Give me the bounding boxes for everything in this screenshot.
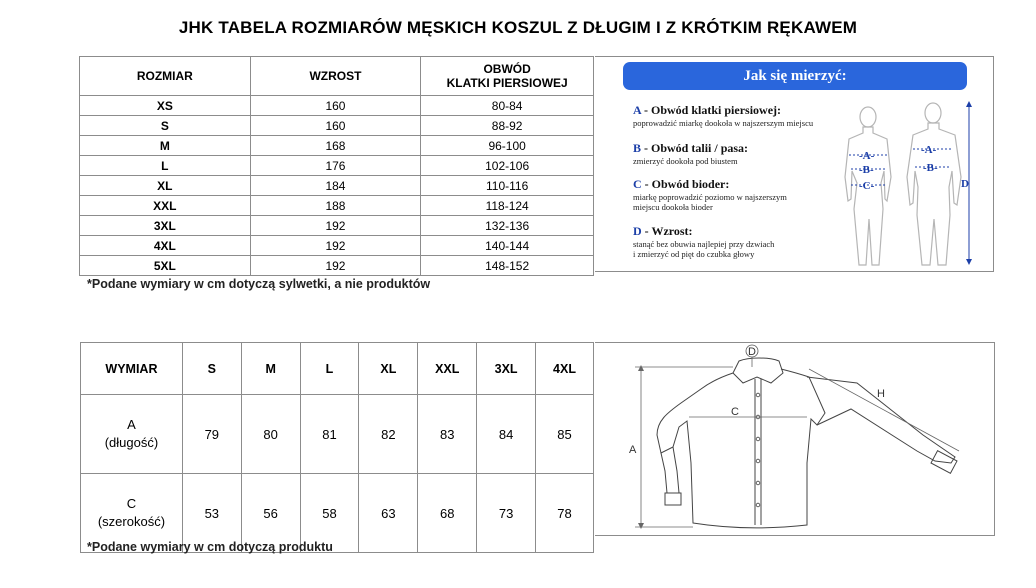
- header-wymiar: WYMIAR: [81, 343, 183, 395]
- measure-title: - Obwód bioder:: [641, 177, 730, 191]
- chest-cell: 96-100: [421, 136, 594, 156]
- body-figures-illustration: [835, 97, 975, 269]
- shirt-collar: [733, 358, 783, 383]
- table-header-row: [81, 343, 594, 395]
- size-cell: 4XL: [80, 236, 251, 256]
- measure-letter: D: [633, 224, 642, 238]
- header-size-col: 3XL: [477, 343, 536, 395]
- value-cell: 79: [182, 395, 241, 474]
- header-size-col: XXL: [418, 343, 477, 395]
- value-cell: 78: [536, 474, 594, 553]
- table-row: [80, 236, 594, 256]
- measure-title: - Obwód klatki piersiowej:: [641, 103, 782, 117]
- header-size-col: M: [241, 343, 300, 395]
- value-cell: 85: [536, 395, 594, 474]
- header-size-col: XL: [359, 343, 418, 395]
- header-chest-line1: OBWÓD: [483, 62, 531, 76]
- value-cell: 81: [300, 395, 359, 474]
- size-cell: M: [80, 136, 251, 156]
- figure-label-a: -A-: [859, 150, 875, 162]
- how-to-measure-panel: [595, 56, 994, 272]
- chest-cell: 80-84: [421, 96, 594, 116]
- size-cell: 3XL: [80, 216, 251, 236]
- female-body-shape: [845, 127, 891, 265]
- figure-label-b: -B-: [923, 162, 938, 174]
- dimension-label-cell: [81, 395, 183, 474]
- value-cell: 83: [418, 395, 477, 474]
- header-size: ROZMIAR: [80, 57, 251, 96]
- shirt-label-d: D: [748, 346, 756, 358]
- dimension-letter: C: [126, 496, 137, 511]
- header-height: WZROST: [250, 57, 421, 96]
- shirt-sleeve-left: [661, 447, 679, 493]
- measure-item-b: [633, 141, 748, 166]
- garment-size-table: [80, 342, 594, 553]
- value-cell: 84: [477, 395, 536, 474]
- chest-cell: 148-152: [421, 256, 594, 276]
- shirt-label-c: C: [731, 406, 739, 418]
- height-cell: 176: [250, 156, 421, 176]
- table-row: [80, 196, 594, 216]
- size-cell: XXL: [80, 196, 251, 216]
- measure-desc: miarkę poprowadzić poziomo w najszerszym: [633, 192, 787, 202]
- height-cell: 188: [250, 196, 421, 216]
- measure-letter: A: [633, 103, 642, 117]
- header-size-col: S: [182, 343, 241, 395]
- measure-desc: stanąć bez obuwia najlepiej przy dzwiach: [633, 239, 775, 249]
- height-cell: 184: [250, 176, 421, 196]
- table-row: [80, 136, 594, 156]
- header-size-col: L: [300, 343, 359, 395]
- header-size-col: 4XL: [536, 343, 594, 395]
- header-chest: [421, 57, 594, 96]
- size-cell: XL: [80, 176, 251, 196]
- height-cell: 160: [250, 96, 421, 116]
- value-cell: 80: [241, 395, 300, 474]
- chest-cell: 88-92: [421, 116, 594, 136]
- table-header-row: [80, 57, 594, 96]
- shirt-label-h: H: [877, 388, 885, 400]
- value-cell: 58: [300, 474, 359, 553]
- table-row: [80, 216, 594, 236]
- measure-desc: i zmierzyć od pięt do czubka głowy: [633, 249, 755, 259]
- value-cell: 68: [418, 474, 477, 553]
- shirt-label-a: A: [629, 444, 637, 456]
- female-head-shape: [860, 107, 876, 127]
- note-body-measurements: *Podane wymiary w cm dotyczą sylwetki, a nie produktów: [87, 277, 431, 291]
- measure-item-c: [633, 177, 787, 212]
- size-cell: L: [80, 156, 251, 176]
- measure-title: - Obwód talii / pasa:: [641, 141, 749, 155]
- dimension-letter: A: [127, 417, 136, 432]
- measure-letter: B: [633, 141, 642, 155]
- table-row: [80, 256, 594, 276]
- height-cell: 192: [250, 216, 421, 236]
- figure-label-c: -C-: [859, 180, 875, 192]
- height-cell: 160: [250, 116, 421, 136]
- size-cell: S: [80, 116, 251, 136]
- body-size-table: [79, 56, 594, 276]
- height-cell: 168: [250, 136, 421, 156]
- height-cell: 192: [250, 236, 421, 256]
- dimension-name: (długość): [104, 435, 159, 450]
- chest-cell: 102-106: [421, 156, 594, 176]
- chest-cell: 132-136: [421, 216, 594, 236]
- chest-cell: 140-144: [421, 236, 594, 256]
- shirt-cuff-left: [665, 493, 681, 505]
- measure-desc: miejscu dookoła bioder: [633, 202, 713, 212]
- size-cell: 5XL: [80, 256, 251, 276]
- shirt-outline: [657, 369, 825, 528]
- chest-cell: 118-124: [421, 196, 594, 216]
- dimension-name: (szerokość): [97, 514, 166, 529]
- table-row: [80, 176, 594, 196]
- note-product-measurements: *Podane wymiary w cm dotyczą produktu: [87, 540, 333, 554]
- value-cell: 82: [359, 395, 418, 474]
- value-cell: 53: [182, 474, 241, 553]
- value-cell: 63: [359, 474, 418, 553]
- table-row: [80, 96, 594, 116]
- measure-item-a: [633, 103, 813, 128]
- chest-cell: 110-116: [421, 176, 594, 196]
- measure-desc: poprowadzić miarkę dookoła w najszerszym miejscu: [633, 118, 814, 128]
- table-row: [80, 156, 594, 176]
- male-head-shape: [925, 103, 941, 123]
- figure-label-d: D: [961, 178, 969, 190]
- figure-label-b: -B-: [859, 164, 874, 176]
- table-row: [80, 116, 594, 136]
- page-title: JHK TABELA ROZMIARÓW MĘSKICH KOSZUL Z DŁUGIM I Z KRÓTKIM RĘKAWEM: [178, 18, 858, 37]
- measure-letter: C: [633, 177, 642, 191]
- table-row: [81, 395, 594, 474]
- figure-label-a: -A-: [921, 144, 937, 156]
- shirt-diagram-panel: [595, 342, 995, 536]
- header-chest-line2: KLATKI PIERSIOWEJ: [446, 76, 568, 90]
- size-cell: XS: [80, 96, 251, 116]
- how-to-measure-header: Jak się mierzyć:: [623, 62, 967, 90]
- shirt-measurement-diagram: [621, 343, 991, 537]
- measure-item-d: [633, 224, 774, 259]
- height-cell: 192: [250, 256, 421, 276]
- value-cell: 73: [477, 474, 536, 553]
- measure-title: - Wzrost:: [641, 224, 693, 238]
- value-cell: 56: [241, 474, 300, 553]
- measure-desc: zmierzyć dookoła pod biustem: [633, 156, 738, 166]
